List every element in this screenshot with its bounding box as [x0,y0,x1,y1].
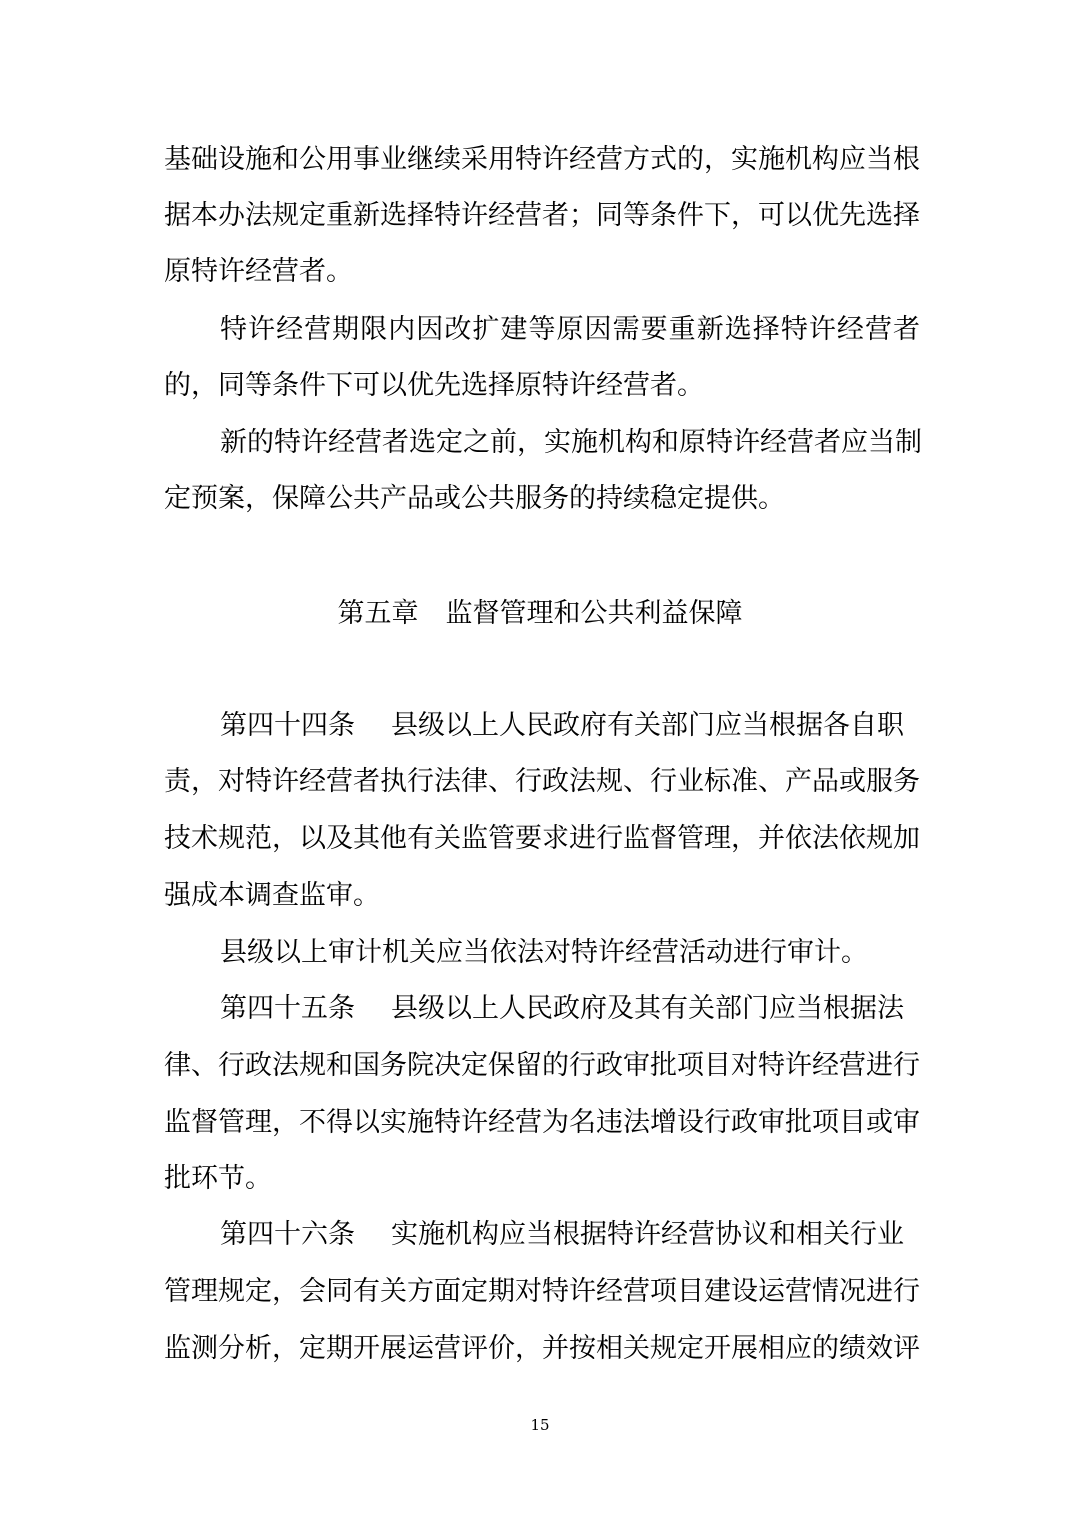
text-line: 据本办法规定重新选择特许经营者；同等条件下，可以优先选择 [164,200,920,231]
text-line: 技术规范，以及其他有关监管要求进行监督管理，并依法依规加 [164,823,920,854]
article-number: 第四十六条 [220,1219,355,1250]
text-line: 监督管理，不得以实施特许经营为名违法增设行政审批项目或审 [164,1107,920,1138]
text-line: 批环节。 [164,1163,272,1194]
article-first-line [220,1215,920,1255]
text-line: 管理规定，会同有关方面定期对特许经营项目建设运营情况进行 [164,1276,920,1307]
text-line: 原特许经营者。 [164,256,353,287]
article-number: 第四十五条 [220,993,355,1024]
text-line: 律、行政法规和国务院决定保留的行政审批项目对特许经营进行 [164,1050,920,1081]
text-line: 强成本调查监审。 [164,880,380,911]
chapter-heading: 第五章 监督管理和公共利益保障 [337,598,743,629]
article-text: 实施机构应当根据特许经营协议和相关行业 [391,1219,904,1250]
article-first-line [220,706,920,746]
text-line: 责，对特许经营者执行法律、行政法规、行业标准、产品或服务 [164,766,920,797]
page-number: 15 [530,1416,550,1434]
article-text: 县级以上人民政府及其有关部门应当根据法 [391,993,904,1024]
text-line: 定预案，保障公共产品或公共服务的持续稳定提供。 [164,483,785,514]
text-line: 县级以上审计机关应当依法对特许经营活动进行审计。 [220,937,868,968]
text-line: 监测分析，定期开展运营评价，并按相关规定开展相应的绩效评 [164,1333,920,1364]
article-text: 县级以上人民政府有关部门应当根据各自职 [391,710,904,741]
article-number: 第四十四条 [220,710,355,741]
text-line: 特许经营期限内因改扩建等原因需要重新选择特许经营者 [220,314,920,345]
text-line: 基础设施和公用事业继续采用特许经营方式的，实施机构应当根 [164,144,920,175]
text-line: 新的特许经营者选定之前，实施机构和原特许经营者应当制 [220,427,922,458]
text-line: 的，同等条件下可以优先选择原特许经营者。 [164,370,704,401]
article-first-line [220,989,920,1029]
